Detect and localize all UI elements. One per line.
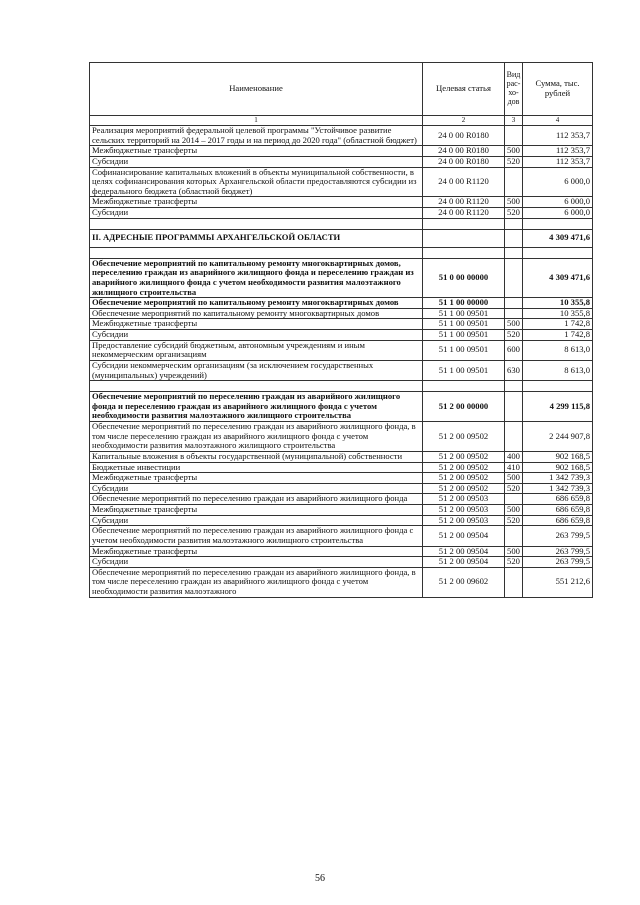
spacer-cell xyxy=(90,381,423,392)
row-name: Обеспечение мероприятий по капитальному ремонту многоквартирных домов xyxy=(90,298,423,309)
row-target-article: 51 2 00 09503 xyxy=(423,494,505,505)
row-name: Субсидии некоммерческим организациям (за исключением государственных (муниципальных) учреждений) xyxy=(90,360,423,380)
table-row xyxy=(90,197,593,208)
row-sum: 8 613,0 xyxy=(523,360,593,380)
row-expense-type: 630 xyxy=(505,360,523,380)
row-target-article: 51 0 00 00000 xyxy=(423,258,505,298)
row-target-article: 51 2 00 00000 xyxy=(423,392,505,422)
row-name: Реализация мероприятий федеральной целевой программы "Устойчивое развитие сельских территорий на 2014 – 2017 годы и на период до 2020 года" (областной бюджет) xyxy=(90,126,423,146)
row-expense-type: 600 xyxy=(505,340,523,360)
spacer-row xyxy=(90,218,593,229)
row-target-article: 51 2 00 09502 xyxy=(423,483,505,494)
row-sum: 10 355,8 xyxy=(523,298,593,309)
table-row xyxy=(90,298,593,309)
row-sum: 1 342 739,3 xyxy=(523,483,593,494)
row-name: Предоставление субсидий бюджетным, автономным учреждениям и иным некоммерческим организациям xyxy=(90,340,423,360)
row-sum: 1 742,8 xyxy=(523,319,593,330)
spacer-cell xyxy=(505,247,523,258)
row-sum: 263 799,5 xyxy=(523,526,593,546)
row-sum: 263 799,5 xyxy=(523,557,593,568)
colnum-1: 1 xyxy=(90,116,423,126)
row-name: Субсидии xyxy=(90,557,423,568)
row-name: Обеспечение мероприятий по капитальному ремонту многоквартирных домов xyxy=(90,308,423,319)
row-name: II. АДРЕСНЫЕ ПРОГРАММЫ АРХАНГЕЛЬСКОЙ ОБЛАСТИ xyxy=(90,229,423,247)
row-sum: 6 000,0 xyxy=(523,208,593,219)
row-sum: 6 000,0 xyxy=(523,167,593,197)
column-number-row xyxy=(90,116,593,126)
row-sum: 1 342 739,3 xyxy=(523,473,593,484)
row-target-article: 24 0 00 R1120 xyxy=(423,197,505,208)
row-expense-type: 500 xyxy=(505,546,523,557)
header-sum: Сумма, тыс. рублей xyxy=(523,63,593,116)
row-target-article: 51 2 00 09504 xyxy=(423,557,505,568)
table-row xyxy=(90,462,593,473)
row-sum: 902 168,5 xyxy=(523,462,593,473)
row-sum: 8 613,0 xyxy=(523,340,593,360)
row-name: Обеспечение мероприятий по переселению граждан из аварийного жилищного фонда и переселению граждан из аварийного жилищного фонда с учетом необходимости развития малоэтажного жилищного строительства xyxy=(90,392,423,422)
row-expense-type: 520 xyxy=(505,156,523,167)
table-row xyxy=(90,167,593,197)
row-target-article: 51 2 00 09504 xyxy=(423,526,505,546)
spacer-cell xyxy=(90,247,423,258)
table-row xyxy=(90,494,593,505)
budget-table xyxy=(89,62,593,598)
row-name: Бюджетные инвестиции xyxy=(90,462,423,473)
row-target-article: 51 1 00 09501 xyxy=(423,340,505,360)
row-name: Капитальные вложения в объекты государственной (муниципальной) собственности xyxy=(90,451,423,462)
row-name: Межбюджетные трансферты xyxy=(90,319,423,330)
header-expense-type: Вид рас-хо-дов xyxy=(505,63,523,116)
table-row xyxy=(90,505,593,516)
row-target-article: 51 2 00 09503 xyxy=(423,505,505,516)
row-expense-type: 500 xyxy=(505,146,523,157)
header-name: Наименование xyxy=(90,63,423,116)
row-sum: 112 353,7 xyxy=(523,146,593,157)
row-sum: 686 659,8 xyxy=(523,515,593,526)
row-expense-type xyxy=(505,167,523,197)
row-sum: 263 799,5 xyxy=(523,546,593,557)
row-target-article xyxy=(423,229,505,247)
table-row xyxy=(90,515,593,526)
spacer-row xyxy=(90,247,593,258)
row-name: Межбюджетные трансферты xyxy=(90,473,423,484)
table-row xyxy=(90,483,593,494)
spacer-cell xyxy=(523,218,593,229)
spacer-cell xyxy=(90,218,423,229)
row-expense-type: 400 xyxy=(505,451,523,462)
row-expense-type: 500 xyxy=(505,473,523,484)
row-sum: 4 299 115,8 xyxy=(523,392,593,422)
row-expense-type: 500 xyxy=(505,197,523,208)
row-target-article: 51 2 00 09504 xyxy=(423,546,505,557)
row-expense-type xyxy=(505,298,523,309)
row-target-article: 51 2 00 09502 xyxy=(423,462,505,473)
row-sum: 6 000,0 xyxy=(523,197,593,208)
row-sum: 551 212,6 xyxy=(523,567,593,597)
table-row xyxy=(90,126,593,146)
row-sum: 112 353,7 xyxy=(523,156,593,167)
row-sum: 10 355,8 xyxy=(523,308,593,319)
row-target-article: 24 0 00 R1120 xyxy=(423,167,505,197)
row-name: Обеспечение мероприятий по переселению граждан из аварийного жилищного фонда с учетом необходимости развития малоэтажного жилищного строительства xyxy=(90,526,423,546)
row-expense-type xyxy=(505,126,523,146)
row-expense-type: 520 xyxy=(505,330,523,341)
row-expense-type: 520 xyxy=(505,208,523,219)
page-number: 56 xyxy=(315,873,325,884)
table-row xyxy=(90,146,593,157)
row-name: Обеспечение мероприятий по переселению граждан из аварийного жилищного фонда, в том числе переселению граждан из аварийного жилищного фонда с учетом необходимости развития малоэтажного xyxy=(90,567,423,597)
row-sum: 686 659,8 xyxy=(523,494,593,505)
spacer-cell xyxy=(423,247,505,258)
row-sum: 112 353,7 xyxy=(523,126,593,146)
colnum-4: 4 xyxy=(523,116,593,126)
row-name: Субсидии xyxy=(90,156,423,167)
row-target-article: 24 0 00 R0180 xyxy=(423,146,505,157)
row-target-article: 51 1 00 09501 xyxy=(423,360,505,380)
row-target-article: 51 1 00 00000 xyxy=(423,298,505,309)
spacer-cell xyxy=(505,218,523,229)
row-expense-type: 520 xyxy=(505,483,523,494)
row-sum: 686 659,8 xyxy=(523,505,593,516)
row-target-article: 51 2 00 09502 xyxy=(423,451,505,462)
row-target-article: 51 2 00 09602 xyxy=(423,567,505,597)
row-expense-type: 520 xyxy=(505,557,523,568)
row-name: Субсидии xyxy=(90,208,423,219)
table-row xyxy=(90,567,593,597)
row-target-article: 51 2 00 09503 xyxy=(423,515,505,526)
row-sum: 1 742,8 xyxy=(523,330,593,341)
row-name: Субсидии xyxy=(90,515,423,526)
table-row xyxy=(90,422,593,452)
row-sum: 4 309 471,6 xyxy=(523,258,593,298)
table-row xyxy=(90,340,593,360)
row-expense-type: 520 xyxy=(505,515,523,526)
table-row xyxy=(90,308,593,319)
row-target-article: 24 0 00 R0180 xyxy=(423,156,505,167)
table-row xyxy=(90,360,593,380)
row-target-article: 51 1 00 09501 xyxy=(423,330,505,341)
table-row xyxy=(90,546,593,557)
row-name: Межбюджетные трансферты xyxy=(90,505,423,516)
colnum-3: 3 xyxy=(505,116,523,126)
table-header-row xyxy=(90,63,593,116)
row-target-article: 24 0 00 R1120 xyxy=(423,208,505,219)
row-expense-type: 500 xyxy=(505,505,523,516)
table-row xyxy=(90,557,593,568)
table-row xyxy=(90,451,593,462)
row-name: Обеспечение мероприятий по переселению граждан из аварийного жилищного фонда, в том числе переселению граждан из аварийного жилищного фонда с учетом необходимости развития малоэтажного жилищного строительства xyxy=(90,422,423,452)
header-target-article: Целевая статья xyxy=(423,63,505,116)
row-expense-type xyxy=(505,422,523,452)
row-name: Субсидии xyxy=(90,483,423,494)
row-name: Межбюджетные трансферты xyxy=(90,146,423,157)
table-row xyxy=(90,258,593,298)
table-row xyxy=(90,208,593,219)
spacer-cell xyxy=(523,381,593,392)
table-row xyxy=(90,319,593,330)
table-row xyxy=(90,473,593,484)
row-expense-type: 500 xyxy=(505,319,523,330)
row-name: Обеспечение мероприятий по капитальному ремонту многоквартирных домов, переселению граждан из аварийного жилищного фонда и переселению граждан из аварийного жилищного фонда с учетом необходимости развития малоэтажного жилищного строительства xyxy=(90,258,423,298)
spacer-cell xyxy=(505,381,523,392)
row-name: Межбюджетные трансферты xyxy=(90,197,423,208)
row-target-article: 51 1 00 09501 xyxy=(423,308,505,319)
row-target-article: 51 1 00 09501 xyxy=(423,319,505,330)
row-expense-type xyxy=(505,494,523,505)
row-expense-type xyxy=(505,229,523,247)
section-row xyxy=(90,229,593,247)
spacer-row xyxy=(90,381,593,392)
row-expense-type: 410 xyxy=(505,462,523,473)
row-name: Межбюджетные трансферты xyxy=(90,546,423,557)
row-expense-type xyxy=(505,258,523,298)
row-name: Софинансирование капитальных вложений в объекты муниципальной собственности, в целях софинансирования которых Архангельской области предоставляются субсидии из федерального бюджета (областной бюджет) xyxy=(90,167,423,197)
row-expense-type xyxy=(505,308,523,319)
table-row xyxy=(90,330,593,341)
row-name: Обеспечение мероприятий по переселению граждан из аварийного жилищного фонда xyxy=(90,494,423,505)
row-expense-type xyxy=(505,526,523,546)
row-name: Субсидии xyxy=(90,330,423,341)
colnum-2: 2 xyxy=(423,116,505,126)
spacer-cell xyxy=(423,381,505,392)
row-expense-type xyxy=(505,567,523,597)
row-sum: 2 244 907,8 xyxy=(523,422,593,452)
row-sum: 902 168,5 xyxy=(523,451,593,462)
table-row xyxy=(90,526,593,546)
row-target-article: 51 2 00 09502 xyxy=(423,422,505,452)
row-expense-type xyxy=(505,392,523,422)
row-sum: 4 309 471,6 xyxy=(523,229,593,247)
spacer-cell xyxy=(523,247,593,258)
table-row xyxy=(90,156,593,167)
row-target-article: 24 0 00 R0180 xyxy=(423,126,505,146)
table-row xyxy=(90,392,593,422)
spacer-cell xyxy=(423,218,505,229)
row-target-article: 51 2 00 09502 xyxy=(423,473,505,484)
